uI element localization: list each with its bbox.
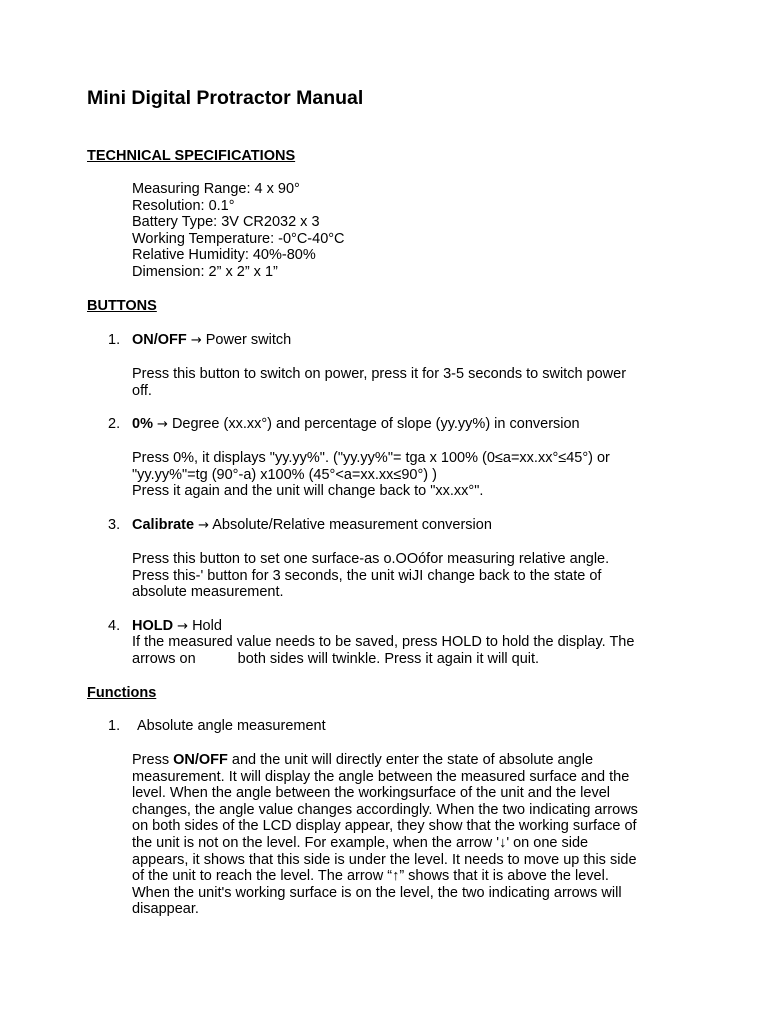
- body-fragment: arrows on: [132, 650, 196, 667]
- spec-relative-humidity: Relative Humidity: 40%-80%: [132, 247, 316, 264]
- page-title: Mini Digital Protractor Manual: [87, 87, 364, 109]
- body-line: Press it again and the unit will change back to "xx.xx°".: [132, 483, 484, 500]
- button-item-percent-body: [132, 450, 702, 500]
- spec-resolution: Resolution: 0.1°: [132, 197, 235, 214]
- item-number: 4.: [108, 618, 121, 634]
- body-line: off.: [132, 382, 152, 399]
- item-name: HOLD: [132, 618, 174, 634]
- body-line: disappear.: [132, 901, 199, 918]
- buttons-heading: BUTTONS: [87, 298, 157, 314]
- body-bold-fragment: ON/OFF: [173, 752, 228, 768]
- tech-specs-list: [132, 181, 702, 281]
- item-description: Power switch: [205, 332, 292, 348]
- body-line: changes, the angle value changes accordingly. When the two indicating arrows: [132, 801, 638, 818]
- button-item-calibrate: [108, 517, 492, 535]
- button-item-on-off: [108, 332, 291, 350]
- button-item-hold: [108, 618, 222, 636]
- body-line: Press 0%, it displays "yy.yy%". ("yy.yy%"= tga x 100% (0≤a=xx.xx°≤45°) or: [132, 450, 610, 466]
- body-fragment: Press: [132, 752, 174, 768]
- button-item-hold-body: [132, 634, 702, 667]
- body-line: absolute measurement.: [132, 584, 284, 601]
- item-number: 2.: [108, 416, 121, 432]
- body-fragment: both sides will twinkle. Press it again it will quit.: [237, 650, 540, 667]
- body-line: on both sides of the LCD display appear, they show that the working surface of: [132, 818, 637, 835]
- function-paragraph: [132, 752, 702, 918]
- right-arrow-icon: →: [177, 619, 189, 634]
- item-description: Hold: [192, 618, 222, 634]
- right-arrow-icon: →: [157, 417, 168, 432]
- spec-measuring-range: Measuring Range: 4 x 90°: [132, 181, 300, 197]
- body-line: When the unit's working surface is on the level, the two indicating arrows will: [132, 884, 622, 901]
- spec-dimension: Dimension: 2” x 2” x 1”: [132, 263, 278, 280]
- body-line: [132, 752, 702, 769]
- spec-battery-type: Battery Type: 3V CR2032 x 3: [132, 214, 320, 231]
- item-number: 1.: [108, 718, 121, 734]
- body-line: Press this button to set one surface-as o.OOófor measuring relative angle.: [132, 551, 610, 567]
- body-line: If the measured value needs to be saved, press HOLD to hold the display. The: [132, 634, 635, 650]
- body-line: the unit is not on the level. For example, when the arrow '↓' on one side: [132, 834, 589, 851]
- button-item-on-off-body: [132, 366, 702, 399]
- functions-heading: Functions: [87, 685, 157, 701]
- function-item-absolute-angle: [108, 718, 326, 735]
- body-line: level. When the angle between the workingsurface of the unit and the level: [132, 785, 610, 802]
- body-line: measurement. It will display the angle between the measured surface and the: [132, 768, 630, 785]
- body-line: Press this button to switch on power, press it for 3-5 seconds to switch power: [132, 366, 627, 382]
- item-description: Degree (xx.xx°) and percentage of slope (yy.yy%) in conversion: [171, 416, 580, 432]
- body-line: [132, 651, 702, 668]
- body-line: appears, it shows that this side is under the level. It needs to move up this side: [132, 851, 637, 868]
- item-number: 3.: [108, 517, 121, 533]
- spec-working-temperature: Working Temperature: -0°C-40°C: [132, 230, 345, 247]
- button-item-calibrate-body: [132, 551, 702, 601]
- button-item-percent: [108, 416, 580, 434]
- item-description: Absolute/Relative measurement conversion: [212, 517, 492, 533]
- item-label: Absolute angle measurement: [137, 718, 326, 734]
- item-name: ON/OFF: [132, 332, 187, 348]
- body-fragment: and the unit will directly enter the state of absolute angle: [227, 752, 594, 768]
- body-line: "yy.yy%"=tg (90°-a) x100% (45°<a=xx.xx≤90°) ): [132, 466, 437, 483]
- body-line: of the unit to reach the level. The arrow “↑” shows that it is above the level.: [132, 868, 609, 885]
- item-number: 1.: [108, 332, 121, 348]
- body-line: Press this-' button for 3 seconds, the unit wiJI change back to the state of: [132, 567, 602, 584]
- tech-specs-heading: TECHNICAL SPECIFICATIONS: [87, 148, 296, 164]
- item-name: Calibrate: [132, 517, 195, 533]
- item-name: 0%: [132, 416, 153, 432]
- right-arrow-icon: →: [190, 333, 202, 348]
- right-arrow-icon: →: [198, 518, 209, 533]
